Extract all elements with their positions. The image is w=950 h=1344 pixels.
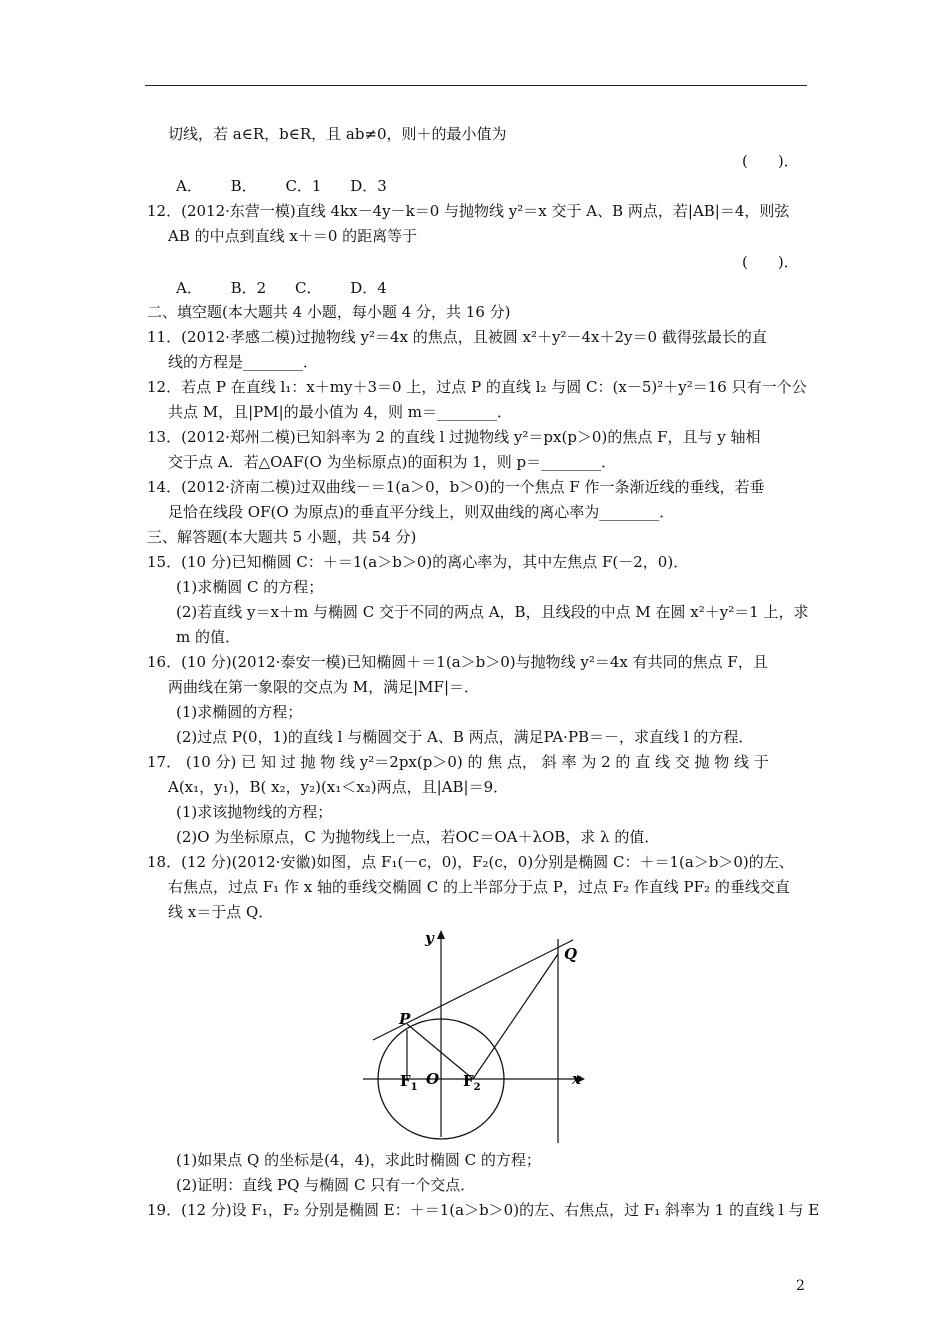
y-axis-arrow xyxy=(437,930,445,939)
text-line: 16．(10 分)(2012·泰安一模)已知椭圆＋＝1(a＞b＞0)与抛物线 y²＝4x 有共同的焦点 F，且 xyxy=(147,653,768,671)
option-a: A． xyxy=(176,177,202,195)
text-line: 线的方程是________． xyxy=(168,353,319,371)
text-line: (1)求椭圆的方程； xyxy=(176,703,303,721)
label-p: P xyxy=(399,1010,411,1028)
option-a: A． xyxy=(176,279,202,297)
text-line: 18．(12 分)(2012·安徽)如图，点 F₁(－c，0)，F₂(c，0)分别是椭圆 C：＋＝1(a＞b＞0)的左、 xyxy=(147,853,794,871)
text-line: (2)O 为坐标原点，C 为抛物线上一点，若OC＝OA＋λOB，求 λ 的值． xyxy=(176,828,660,846)
text-line: 12．若点 P 在直线 l₁：x＋my＋3＝0 上，过点 P 的直线 l₂ 与圆 C：(x－5)²＋y²＝16 只有一个公 xyxy=(147,378,807,396)
label-f2-letter: F xyxy=(463,1072,474,1090)
label-f2-sub: 2 xyxy=(473,1082,481,1093)
text-line: (1)求椭圆 C 的方程； xyxy=(176,578,324,596)
text-line: (2)过点 P(0，1)的直线 l 与椭圆交于 A、B 两点，满足PA·PB＝－，求直线 l 的方程． xyxy=(176,728,754,746)
label-f2 xyxy=(463,1072,481,1093)
text-line: 切线，若 a∈R，b∈R，且 ab≠0，则＋的最小值为 xyxy=(168,125,507,143)
label-x: x xyxy=(572,1070,581,1088)
text-line: (2)若直线 y＝x＋m 与椭圆 C 交于不同的两点 A，B，且线段的中点 M 在圆 x²＋y²＝1 上，求 xyxy=(176,603,809,621)
text-line: 交于点 A．若△OAF(O 为坐标原点)的面积为 1，则 p＝________． xyxy=(168,453,617,471)
segment-f2q xyxy=(473,954,558,1079)
text-line: 15．(10 分)已知椭圆 C：＋＝1(a＞b＞0)的离心率为，其中左焦点 F(－2，0)． xyxy=(147,553,689,571)
answer-paren: ( )． xyxy=(742,253,799,271)
text-line: m 的值． xyxy=(176,628,240,646)
option-b: B．2 xyxy=(230,279,267,297)
text-line: 12．(2012·东营一模)直线 4kx－4y－k＝0 与抛物线 y²＝x 交于 A、B 两点，若|AB|＝4，则弦 xyxy=(147,202,790,220)
text-line: 两曲线在第一象限的交点为 M，满足|MF|＝． xyxy=(168,678,480,696)
text-line: (2)证明：直线 PQ 与椭圆 C 只有一个交点． xyxy=(176,1176,476,1194)
label-f1-letter: F xyxy=(400,1072,411,1090)
header-rule xyxy=(145,85,807,86)
text-line: 19．(12 分)设 F₁，F₂ 分别是椭圆 E：＋＝1(a＞b＞0)的左、右焦点，过 F₁ 斜率为 1 的直线 l 与 E xyxy=(147,1201,820,1219)
option-d: D．4 xyxy=(350,279,387,297)
text-line: AB 的中点到直线 x＋＝0 的距离等于 xyxy=(168,227,418,245)
option-d: D．3 xyxy=(350,177,387,195)
label-origin: O xyxy=(426,1070,440,1088)
options-q11 xyxy=(176,175,411,196)
text-line: 右焦点，过点 F₁ 作 x 轴的垂线交椭圆 C 的上半部分于点 P，过点 F₂ 作直线 PF₂ 的垂线交直 xyxy=(168,878,790,896)
text-line: 13．(2012·郑州二模)已知斜率为 2 的直线 l 过抛物线 y²＝px(p＞0)的焦点 F，且与 y 轴相 xyxy=(147,428,761,446)
segment-pf2 xyxy=(407,1024,473,1079)
page-number: 2 xyxy=(796,1278,805,1294)
text-line: 线 x＝于点 Q． xyxy=(168,903,274,921)
label-f1-sub: 1 xyxy=(410,1082,418,1093)
text-line: 17． (10 分) 已 知 过 抛 物 线 y²＝2px(p＞0) 的 焦 点， 斜 率 为 2 的 直 线 交 抛 物 线 于 xyxy=(147,753,769,771)
text-line: 足恰在线段 OF(O 为原点)的垂直平分线上，则双曲线的离心率为________． xyxy=(168,503,675,521)
answer-paren: ( )． xyxy=(742,152,799,170)
text-line: 11．(2012·孝感二模)过抛物线 y²＝4x 的焦点，且被圆 x²＋y²－4x＋2y＝0 截得弦最长的直 xyxy=(147,328,767,346)
option-c: C．1 xyxy=(285,177,322,195)
text-line: 14．(2012·济南二模)过双曲线－＝1(a＞0，b＞0)的一个焦点 F 作一条渐近线的垂线，若垂 xyxy=(147,478,765,496)
text-line: (1)求该抛物线的方程； xyxy=(176,803,333,821)
label-f1 xyxy=(400,1072,418,1093)
text-line: (1)如果点 Q 的坐标是(4，4)，求此时椭圆 C 的方程； xyxy=(176,1151,541,1169)
section-heading: 三、解答题(本大题共 5 小题，共 54 分) xyxy=(147,528,417,546)
option-c: C． xyxy=(294,279,322,297)
label-q: Q xyxy=(564,945,578,963)
options-q12 xyxy=(176,277,411,298)
section-heading: 二、填空题(本大题共 4 小题，每小题 4 分，共 16 分) xyxy=(147,303,511,321)
label-y: y xyxy=(425,929,434,947)
text-line: A(x₁，y₁)，B( x₂，y₂)(x₁＜x₂)两点，且|AB|＝9． xyxy=(168,778,509,796)
text-line: 共点 M，且|PM|的最小值为 4，则 m＝________． xyxy=(168,403,512,421)
option-b: B． xyxy=(230,177,257,195)
ellipse-figure xyxy=(355,925,595,1143)
